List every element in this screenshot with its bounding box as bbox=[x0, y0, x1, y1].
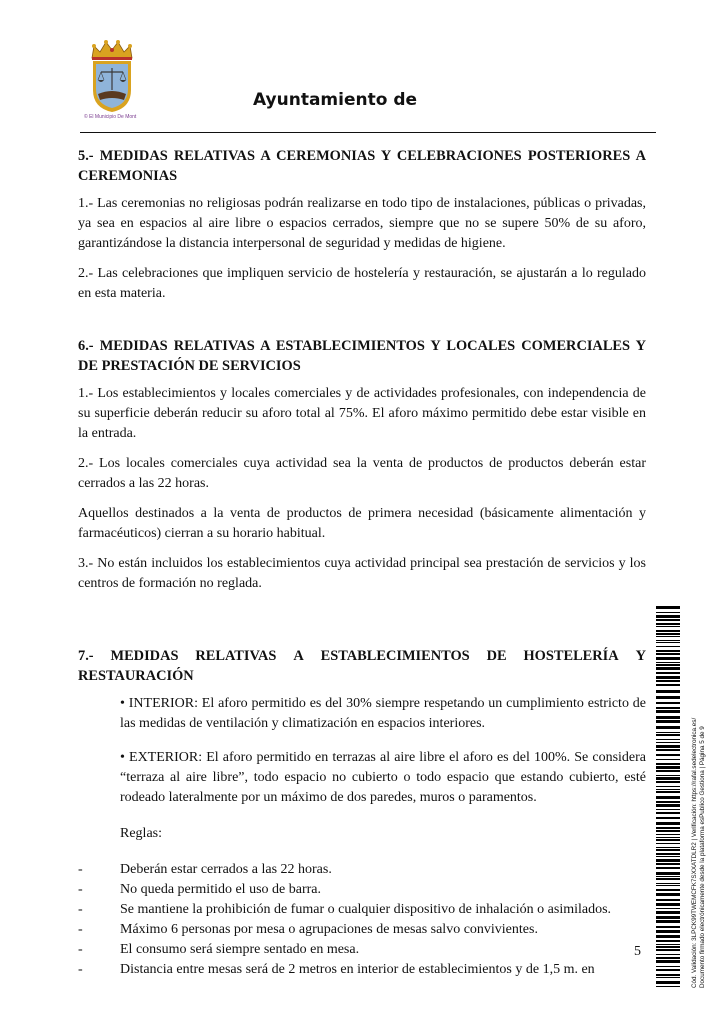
title-word: ESTABLECIMIENTOS bbox=[320, 648, 470, 664]
barcode-stripe bbox=[656, 745, 680, 748]
title-word: MEDIDAS bbox=[110, 648, 179, 664]
barcode-stripe bbox=[656, 739, 680, 740]
barcode-stripe bbox=[656, 759, 680, 760]
title-word: RELATIVAS bbox=[195, 648, 277, 664]
barcode-stripe bbox=[656, 630, 680, 632]
barcode-stripe bbox=[656, 653, 680, 655]
dash-marker: - bbox=[78, 882, 83, 897]
barcode-stripe bbox=[656, 606, 680, 609]
document-body bbox=[78, 146, 646, 980]
barcode-stripe bbox=[656, 754, 680, 756]
header-divider bbox=[80, 132, 656, 133]
barcode-stripe bbox=[656, 786, 680, 787]
rule-text: No queda permitido el uso de barra. bbox=[120, 882, 321, 897]
barcode-stripe bbox=[656, 684, 680, 686]
barcode-stripe bbox=[656, 626, 680, 627]
barcode-stripe bbox=[656, 830, 680, 832]
barcode-stripe bbox=[656, 680, 680, 682]
barcode-stripe bbox=[656, 827, 680, 829]
barcode-stripe bbox=[656, 636, 680, 637]
barcode-stripe bbox=[656, 940, 680, 942]
rules-list bbox=[78, 860, 646, 980]
rules-label: Reglas: bbox=[120, 826, 162, 841]
barcode-stripe bbox=[656, 804, 680, 807]
barcode-stripe bbox=[656, 954, 680, 955]
barcode-stripe bbox=[656, 770, 680, 772]
barcode-stripe bbox=[656, 966, 680, 967]
dash-marker: - bbox=[78, 942, 83, 957]
barcode-stripe bbox=[656, 834, 680, 835]
barcode-stripe bbox=[656, 775, 680, 776]
barcode-stripe bbox=[656, 883, 680, 884]
barcode-stripe bbox=[656, 710, 680, 713]
barcode-stripe bbox=[656, 974, 680, 976]
list-item bbox=[78, 920, 646, 940]
barcode-stripe bbox=[656, 849, 680, 851]
qr-barcode-icon bbox=[656, 606, 680, 688]
barcode-stripe bbox=[656, 667, 680, 670]
barcode-stripe bbox=[656, 809, 680, 810]
barcode-stripe bbox=[656, 657, 680, 660]
logo-caption: © El Municipio De Mont bbox=[84, 114, 137, 120]
barcode-stripe bbox=[656, 878, 680, 880]
barcode-stripe bbox=[656, 853, 680, 855]
section-5 bbox=[78, 146, 646, 304]
paragraph: 1.- Las ceremonias no religiosas podrán realizarse en todo tipo de instalaciones, públicas o privadas, ya sea en espacios al aire libre o espacios cerrados, siempre que no se supere 50% de su aforo, garantizándose la distancia interpersonal de seguridad y medidas de higiene. bbox=[78, 196, 646, 251]
barcode-stripe bbox=[656, 662, 680, 663]
barcode-stripe bbox=[656, 911, 680, 914]
barcode-stripe bbox=[656, 876, 680, 877]
barcode-stripe bbox=[656, 822, 680, 825]
barcode-stripe bbox=[656, 969, 680, 971]
barcode-stripe bbox=[656, 926, 680, 928]
rule-text: Deberán estar cerrados a las 22 horas. bbox=[120, 862, 332, 877]
barcode-stripe bbox=[656, 640, 680, 641]
section-7 bbox=[78, 646, 646, 980]
barcode-stripe bbox=[656, 944, 680, 945]
verification-code-line: Cód. Validación: 3LPCK99TWEMCFK7SXXATDLR2 | Verificación: https://rafal.sedelectronica.es/ bbox=[691, 717, 698, 988]
bullet-exterior: • EXTERIOR: El aforo permitido en terrazas al aire libre el aforo es del 100%. Se considera “terraza al aire libre”, todo espacio no cubierto o todo espacio que estando cubierto, esté rodeado lateralmente por un máximo de dos paredes, muros o paramentos. bbox=[120, 750, 646, 805]
barcode-stripe bbox=[656, 749, 680, 751]
section-title: 5.- MEDIDAS RELATIVAS A CEREMONIAS Y CELEBRACIONES POSTERIORES A CEREMONIAS bbox=[78, 148, 646, 184]
barcode-stripe bbox=[656, 732, 680, 733]
barcode-stripe bbox=[656, 847, 680, 848]
barcode-stripe bbox=[656, 916, 680, 919]
rule-text: Se mantiene la prohibición de fumar o cualquier dispositivo de inhalación o asimilados. bbox=[120, 902, 612, 917]
barcode-stripe bbox=[656, 720, 680, 723]
header-title: Ayuntamiento de bbox=[253, 90, 418, 110]
barcode-stripe bbox=[656, 696, 680, 699]
barcode-stripe bbox=[656, 766, 680, 769]
barcode-stripe bbox=[656, 930, 680, 933]
bullet-interior: • INTERIOR: El aforo permitido es del 30% siempre respetando un cumplimiento estricto de las medidas de ventilación y climatización en espacios interiores. bbox=[120, 696, 646, 731]
barcode-stripe bbox=[656, 935, 680, 938]
barcode-stripe bbox=[656, 817, 680, 819]
coat-of-arms-icon bbox=[84, 38, 140, 114]
barcode-stripe bbox=[656, 843, 680, 844]
barcode-stripe bbox=[656, 885, 680, 886]
barcode-stripe bbox=[656, 977, 680, 978]
dash-marker: - bbox=[78, 902, 83, 917]
dash-marker: - bbox=[78, 962, 83, 977]
barcode-stripe bbox=[656, 899, 680, 901]
page-number: 5 bbox=[634, 944, 641, 959]
barcode-stripe bbox=[656, 946, 680, 948]
title-word: HOSTELERÍA bbox=[523, 648, 619, 664]
barcode-stripe bbox=[656, 796, 680, 799]
barcode-stripe bbox=[656, 981, 680, 984]
list-item bbox=[78, 960, 646, 980]
barcode-stripe bbox=[656, 672, 680, 674]
barcode-stripe bbox=[656, 612, 680, 613]
barcode-stripe bbox=[656, 633, 680, 635]
barcode-stripe bbox=[656, 707, 680, 709]
barcode-stripe bbox=[656, 986, 680, 987]
section-title-line2: RESTAURACIÓN bbox=[78, 668, 194, 684]
title-word: 7.- bbox=[78, 648, 94, 664]
barcode-stripe bbox=[656, 893, 680, 896]
barcode-stripe bbox=[656, 781, 680, 783]
barcode-stripe bbox=[656, 837, 680, 838]
barcode-stripe bbox=[656, 623, 680, 625]
paragraph: Aquellos destinados a la venta de productos de primera necesidad (básicamente alimentación y farmacéuticos) cierran a su horario habitual. bbox=[78, 506, 646, 541]
barcode-stripe bbox=[656, 777, 680, 780]
paragraph: 1.- Los establecimientos y locales comerciales y de actividades profesionales, con independencia de su superficie deberán reducir su aforo total al 75%. El aforo máximo permitido debe estar visible en la entrada. bbox=[78, 386, 646, 441]
barcode-stripe bbox=[656, 646, 680, 647]
barcode-stripe bbox=[656, 742, 680, 743]
barcode-stripe bbox=[656, 615, 680, 618]
barcode-stripe bbox=[656, 650, 680, 652]
barcode-stripe bbox=[656, 957, 680, 959]
barcode-stripe bbox=[656, 859, 680, 862]
dash-marker: - bbox=[78, 922, 83, 937]
title-word: Y bbox=[635, 648, 646, 664]
barcode-stripe bbox=[656, 734, 680, 736]
barcode-stripe bbox=[656, 664, 680, 666]
section-6 bbox=[78, 336, 646, 594]
signature-platform-line: Documento firmado electrónicamente desde la plataforma esPublico Gestiona | Página 5 de 9 bbox=[699, 726, 706, 988]
barcode-stripe bbox=[656, 716, 680, 719]
list-item bbox=[78, 880, 646, 900]
barcode-stripe bbox=[656, 676, 680, 679]
title-word: DE bbox=[486, 648, 507, 664]
barcode-stripe bbox=[656, 889, 680, 891]
paragraph: 2.- Las celebraciones que impliquen servicio de hostelería y restauración, se ajustarán a lo regulado en esta materia. bbox=[78, 266, 646, 301]
barcode-stripe bbox=[656, 856, 680, 857]
title-word: A bbox=[293, 648, 304, 664]
paragraph: 2.- Los locales comerciales cuya actividad sea la venta de productos de productos deberán estar cerrados a las 22 horas. bbox=[78, 456, 646, 491]
rule-text: Distancia entre mesas será de 2 metros en interior de establecimientos y de 1,5 m. en bbox=[120, 962, 595, 977]
barcode-stripe bbox=[656, 949, 680, 951]
barcode-stripe bbox=[656, 702, 680, 704]
barcode-stripe bbox=[656, 812, 680, 814]
barcode-stripe bbox=[656, 908, 680, 909]
barcode-stripe bbox=[656, 726, 680, 729]
paragraph: 3.- No están incluidos los establecimientos cuya actividad principal sea prestación de servicios y los centros de formación no reglada. bbox=[78, 556, 646, 591]
rule-text: El consumo será siempre sentado en mesa. bbox=[120, 942, 360, 957]
barcode-stripe bbox=[656, 903, 680, 906]
barcode-stripe bbox=[656, 872, 680, 875]
dash-marker: - bbox=[78, 862, 83, 877]
section-title: 6.- MEDIDAS RELATIVAS A ESTABLECIMIENTOS Y LOCALES COMERCIALES Y DE PRESTACIÓN DE SERVICIOS bbox=[78, 338, 646, 374]
barcode-stripe bbox=[656, 619, 680, 621]
barcode-stripe bbox=[656, 960, 680, 963]
municipal-coat-of-arms bbox=[84, 38, 140, 128]
barcode-stripe bbox=[656, 789, 680, 790]
rule-text: Máximo 6 personas por mesa o agrupaciones de mesas salvo convivientes. bbox=[120, 922, 538, 937]
list-item bbox=[78, 860, 646, 880]
barcode-stripe bbox=[656, 791, 680, 793]
verification-barcode-icon bbox=[656, 690, 680, 990]
list-item bbox=[78, 940, 646, 960]
barcode-stripe bbox=[656, 801, 680, 803]
verification-text bbox=[691, 658, 707, 988]
barcode-stripe bbox=[656, 690, 680, 693]
barcode-stripe bbox=[656, 920, 680, 923]
barcode-stripe bbox=[656, 867, 680, 869]
barcode-stripe bbox=[656, 839, 680, 841]
section-title bbox=[78, 646, 646, 666]
barcode-stripe bbox=[656, 642, 680, 643]
barcode-stripe bbox=[656, 763, 680, 765]
barcode-stripe bbox=[656, 863, 680, 865]
list-item bbox=[78, 900, 646, 920]
